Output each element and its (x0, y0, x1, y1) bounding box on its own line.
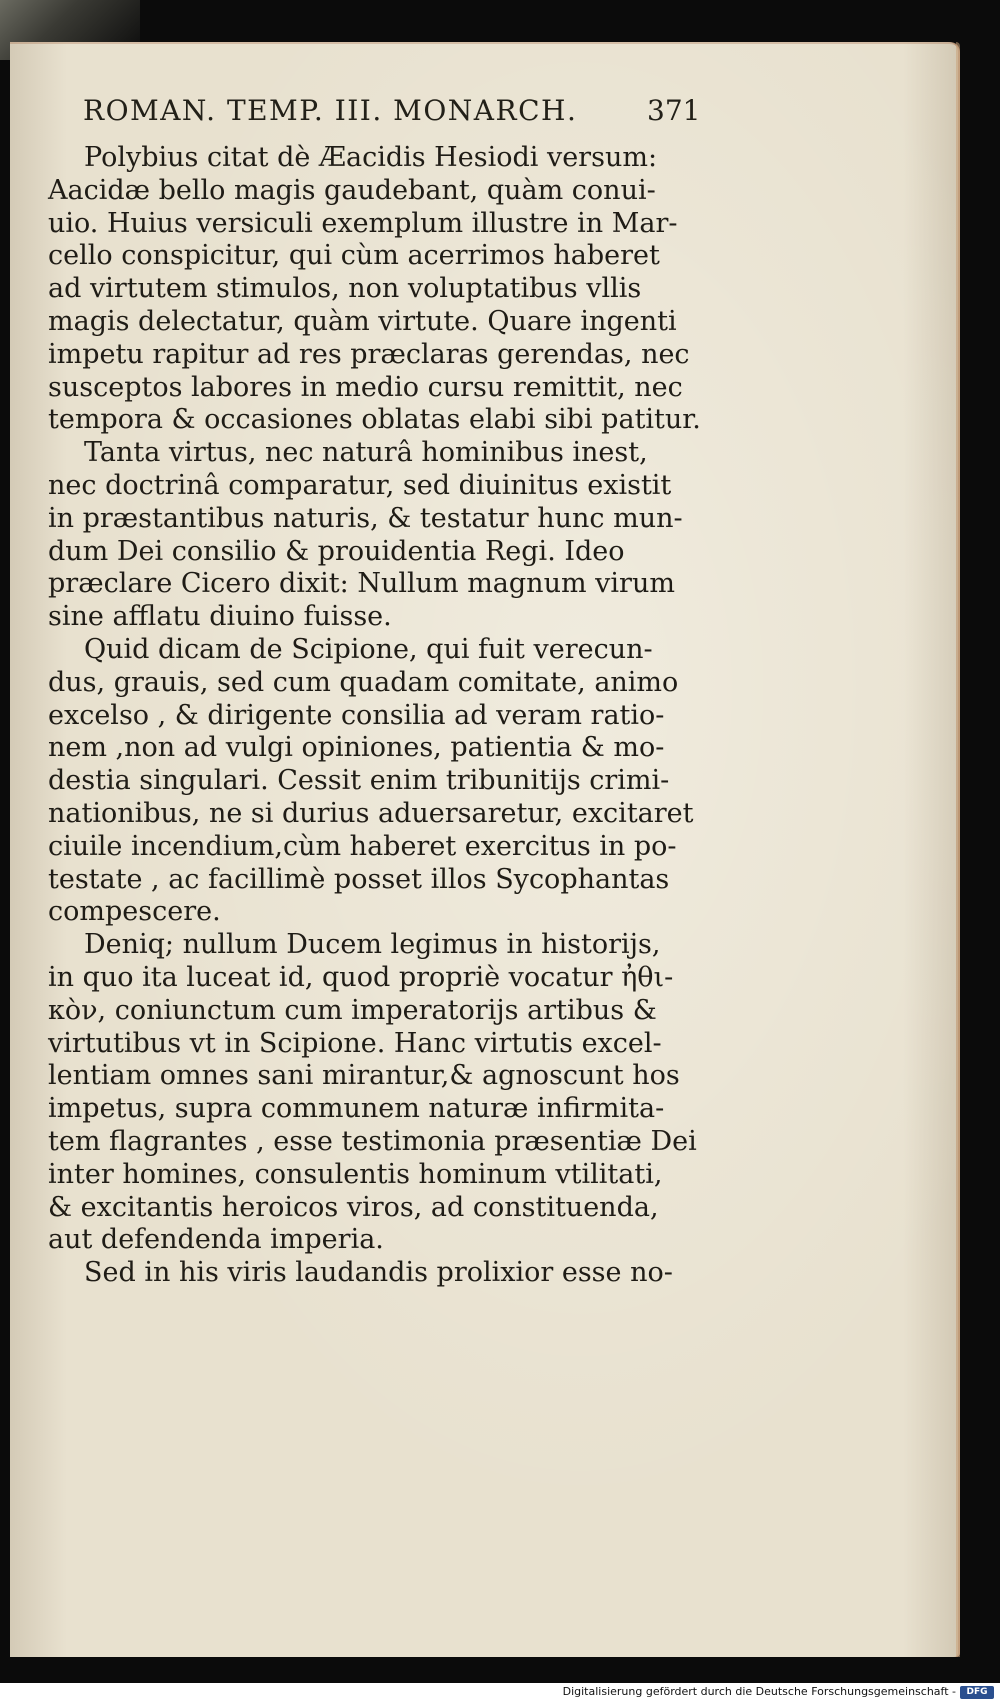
text-line: nationibus, ne si durius aduersaretur, excitaret (48, 797, 694, 829)
text-line: tempora & occasiones oblatas elabi sibi patitur. (48, 404, 701, 436)
text-line: & excitantis heroicos viros, ad constituenda, (48, 1191, 659, 1223)
body-text (48, 142, 701, 1290)
text-line: aut defendenda imperia. (48, 1224, 384, 1256)
text-line: ciuile incendium,cùm haberet exercitus in po- (48, 830, 677, 862)
text-line: Deniq; nullum Ducem legimus in historijs, (84, 929, 661, 961)
text-line: Sed in his viris laudandis prolixior esse no- (84, 1257, 673, 1289)
text-line: compescere. (48, 896, 221, 928)
dfg-logo: DFG (960, 1686, 994, 1699)
text-line: excelso , & dirigente consilia ad veram ratio- (48, 699, 665, 731)
text-line: Quid dicam de Scipione, qui fuit verecun- (84, 633, 653, 665)
footer-credit: Digitalisierung gefördert durch die Deutsche Forschungsgemeinschaft - (562, 1685, 956, 1698)
text-line: in quo ita luceat id, quod propriè vocatur ἠθι- (48, 961, 674, 993)
text-line: ad virtutem stimulos, non voluptatibus vllis (48, 273, 642, 305)
text-line: dus, grauis, sed cum quadam comitate, animo (48, 666, 679, 698)
text-line: nec doctrinâ comparatur, sed diuinitus existit (48, 469, 672, 501)
text-line: impetu rapitur ad res præclaras gerendas, nec (48, 338, 690, 370)
text-line: Polybius citat dè Æacidis Hesiodi versum: (84, 142, 658, 173)
text-line: κὸν, coniunctum cum imperatorijs artibus & (48, 994, 657, 1026)
text-line: uio. Huius versiculi exemplum illustre in Mar- (48, 207, 678, 239)
text-line: Tanta virtus, nec naturâ hominibus inest, (84, 437, 648, 469)
text-line: tem flagrantes , esse testimonia præsentiæ Dei (48, 1125, 697, 1157)
text-line: susceptos labores in medio cursu remittit, nec (48, 371, 683, 403)
text-line: dum Dei consilio & prouidentia Regi. Ideo (48, 535, 625, 567)
text-line: Aacidæ bello magis gaudebant, quàm conui- (48, 174, 656, 206)
book-page (10, 42, 960, 1657)
text-line: magis delectatur, quàm virtute. Quare ingenti (48, 305, 677, 337)
text-line: in præstantibus naturis, & testatur hunc mun- (48, 502, 683, 534)
text-line: lentiam omnes sani mirantur,& agnoscunt hos (48, 1060, 680, 1092)
text-line: inter homines, consulentis hominum vtilitati, (48, 1158, 663, 1190)
page-number: 371 (647, 94, 701, 127)
text-line: virtutibus vt in Scipione. Hanc virtutis excel- (48, 1027, 662, 1059)
text-line: præclare Cicero dixit: Nullum magnum virum (48, 568, 675, 600)
text-line: impetus, supra communem naturæ infirmita- (48, 1093, 665, 1125)
text-line: cello conspicitur, qui cùm acerrimos haberet (48, 240, 660, 272)
running-header: ROMAN. TEMP. III. MONARCH. (83, 94, 578, 127)
text-line: nem ,non ad vulgi opiniones, patientia & mo- (48, 732, 665, 764)
text-line: destia singulari. Cessit enim tribunitijs crimi- (48, 765, 670, 797)
text-line: testate , ac facillimè posset illos Sycophantas (48, 863, 670, 895)
page-edge (956, 42, 960, 1657)
text-line: sine afflatu diuino fuisse. (48, 601, 392, 633)
